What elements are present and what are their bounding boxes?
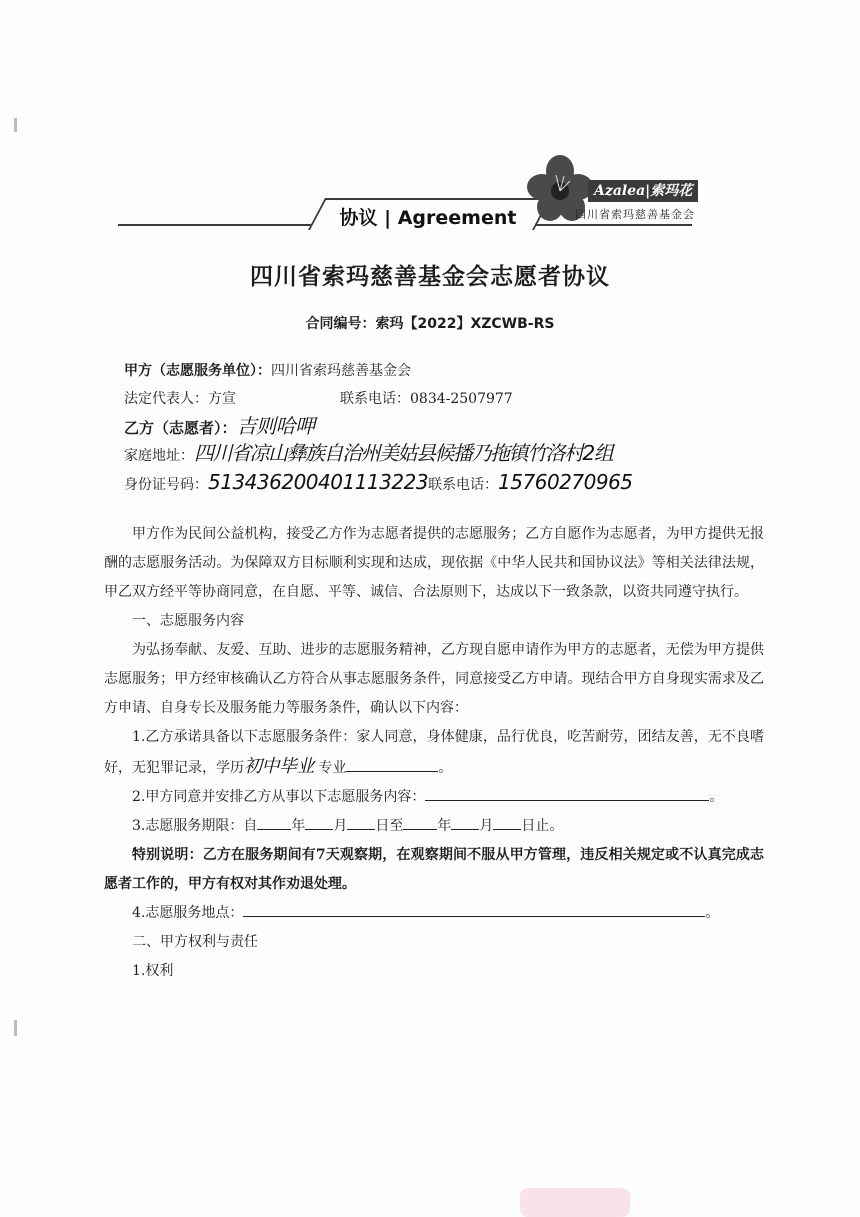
binder-mark — [14, 118, 17, 132]
item-4-end: 。 — [705, 905, 720, 921]
section-1-body: 为弘扬奉献、友爱、互助、进步的志愿服务精神，乙方现自愿申请作为甲方的志愿者，无偿为甲方提供志愿服务；甲方经审核确认乙方符合从事志愿服务条件，同意接受乙方申请。现结合甲方自身现实需求及乙方申请、自身专长及服务能力等服务条件，确认以下内容： — [104, 642, 764, 716]
document-title: 四川省索玛慈善基金会志愿者协议 — [250, 264, 610, 290]
party-b-id-line — [124, 470, 633, 494]
party-b-line — [124, 410, 315, 439]
service-content-blank — [425, 784, 709, 801]
start-day-blank — [347, 813, 375, 830]
end-year-blank — [403, 813, 437, 830]
binder-mark — [14, 1020, 17, 1036]
header-tab-label: 协议 | Agreement — [339, 207, 517, 229]
item-1 — [104, 723, 764, 783]
item-3 — [104, 812, 764, 841]
section-1-title: 一、志愿服务内容 — [132, 613, 244, 629]
section-2-subtitle: 1.权利 — [132, 963, 174, 979]
id-number-handwritten: 513436200401113223 — [208, 470, 429, 494]
agreement-body — [104, 520, 764, 986]
party-a-phone-label: 联系电话： — [340, 391, 410, 407]
end-month-blank — [451, 813, 479, 830]
address-handwritten: 四川省凉山彝族自治州美姑县候播乃拖镇竹洛村2组 — [194, 441, 613, 465]
day-end-label: 日止。 — [521, 818, 564, 834]
item-3-label: 3.志愿服务期限：自 — [132, 818, 258, 834]
party-a-value: 四川省索玛慈善基金会 — [271, 363, 411, 379]
party-a-label: 甲方（志愿服务单位）： — [124, 363, 271, 379]
address-label: 家庭地址： — [124, 448, 194, 464]
party-b-label: 乙方（志愿者）： — [124, 419, 237, 437]
item-2-end: 。 — [709, 789, 724, 805]
header-rule-left — [118, 224, 324, 226]
day-to-label: 日至 — [375, 818, 404, 834]
logo-subtitle: 四川省索玛慈善基金会 — [575, 208, 695, 221]
item-2 — [104, 783, 764, 812]
year-label-2: 年 — [437, 818, 452, 834]
item-1-text: 1.乙方承诺具备以下志愿服务条件：家人同意，身体健康，品行优良，吃苦耐劳，团结友善，无不良嗜好，无犯罪记录，学历 — [104, 729, 764, 776]
item-2-text: 2.甲方同意并安排乙方从事以下志愿服务内容： — [132, 789, 426, 805]
section-2-title: 二、甲方权利与责任 — [132, 934, 258, 950]
start-month-blank — [305, 813, 333, 830]
item-1-end: 。 — [438, 760, 453, 776]
rep-label: 法定代表人： — [124, 391, 208, 407]
start-year-blank — [257, 813, 291, 830]
month-label-2: 月 — [479, 818, 494, 834]
rep-value: 方宣 — [208, 391, 236, 407]
major-label: 专业 — [318, 760, 347, 776]
education-handwritten: 初中毕业 — [244, 756, 314, 777]
party-b-phone-label: 联系电话： — [428, 477, 499, 493]
service-location-blank — [243, 900, 705, 917]
party-a-phone-line — [340, 388, 513, 408]
year-label: 年 — [291, 818, 306, 834]
contract-number: 合同编号：索玛【2022】XZCWB-RS — [305, 316, 555, 332]
logo-wordmark: Azalea|索玛花 — [588, 180, 698, 202]
party-a-rep-line — [124, 388, 236, 408]
item-4-text: 4.志愿服务地点： — [132, 905, 244, 921]
red-stamp-partial — [520, 1188, 630, 1217]
party-b-phone-handwritten: 15760270965 — [498, 470, 633, 494]
item-4 — [104, 899, 764, 928]
month-label: 月 — [333, 818, 348, 834]
party-b-name-handwritten: 吉则哈呷 — [236, 414, 315, 438]
special-note — [104, 841, 764, 899]
major-blank — [346, 755, 438, 772]
id-label: 身份证号码： — [124, 477, 208, 493]
party-b-address-line — [124, 437, 612, 466]
special-note-label: 特别说明： — [132, 847, 203, 863]
intro-paragraph: 甲方作为民间公益机构，接受乙方作为志愿者提供的志愿服务；乙方自愿作为志愿者，为甲方提供无报酬的志愿服务活动。为保障双方目标顺利实现和达成，现依据《中华人民共和国协议法》等相关法律法规，甲乙双方经平等协商同意，在自愿、平等、诚信、合法原则下，达成以下一致条款，以资共同遵守执行。 — [104, 526, 764, 600]
party-a-line — [124, 360, 411, 380]
party-a-phone-value: 0834-2507977 — [410, 391, 513, 407]
end-day-blank — [493, 813, 521, 830]
special-note-text: 乙方在服务期间有7天观察期，在观察期间不服从甲方管理，违反相关规定或不认真完成志愿者工作的，甲方有权对其作劝退处理。 — [104, 847, 764, 892]
